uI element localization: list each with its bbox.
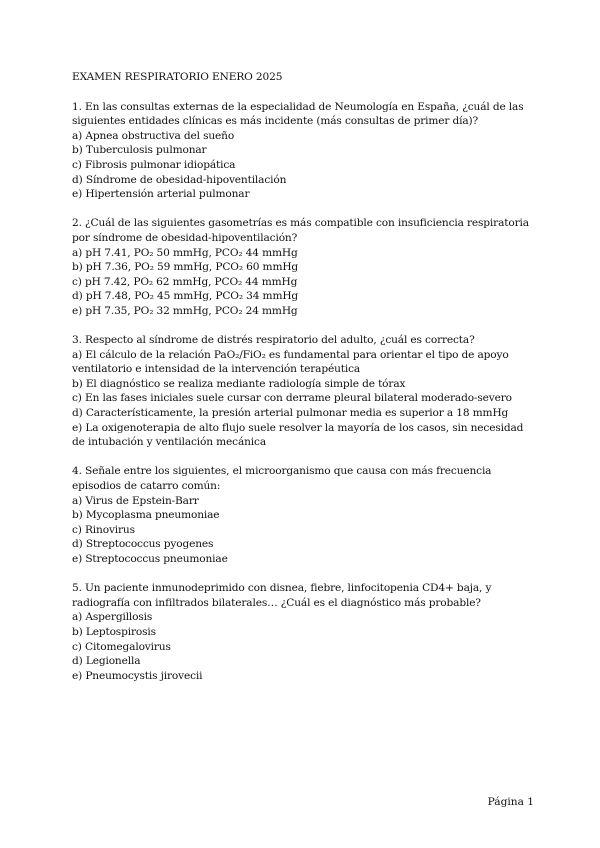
answer-option: a) Virus de Epstein-Barr: [72, 494, 199, 507]
question-stem: 1. En las consultas externas de la especialidad de Neumología en España, ¿cuál de las siguientes entidades clínicas es más incidente (más consultas de primer día)?: [72, 100, 524, 128]
answer-option: c) En las fases iniciales suele cursar con derrame pleural bilateral moderado-severo: [72, 392, 512, 405]
question-5: [72, 581, 532, 683]
exam-page: [72, 70, 532, 698]
answer-option: e) Pneumocystis jirovecii: [72, 669, 203, 682]
answer-option: d) Legionella: [72, 655, 141, 668]
answer-option: b) El diagnóstico se realiza mediante radiología simple de tórax: [72, 377, 406, 390]
answer-option: c) pH 7.42, PO₂ 62 mmHg, PCO₂ 44 mmHg: [72, 275, 298, 288]
answer-option: a) pH 7.41, PO₂ 50 mmHg, PCO₂ 44 mmHg: [72, 246, 298, 259]
answer-option: b) pH 7.36, PO₂ 59 mmHg, PCO₂ 60 mmHg: [72, 261, 299, 274]
question-stem: 5. Un paciente inmunodeprimido con disnea, fiebre, linfocitopenia CD4+ baja, y radiografía con infiltrados bilaterales… ¿Cuál es el diagnóstico más probable?: [72, 582, 492, 609]
question-stem: 2. ¿Cuál de las siguientes gasometrías es más compatible con insuficiencia respiratoria por síndrome de obesidad-hipoventilación?: [72, 217, 529, 244]
answer-option: a) Apnea obstructiva del sueño: [72, 129, 235, 142]
answer-option: b) Mycoplasma pneumoniae: [72, 509, 220, 522]
question-3: [72, 333, 532, 450]
answer-option: a) El cálculo de la relación PaO₂/FiO₂ es fundamental para orientar el tipo de apoyo ventilatorio e intensidad de la intervención terapéutica: [72, 348, 509, 376]
answer-option: b) Tuberculosis pulmonar: [72, 144, 207, 157]
question-2: [72, 216, 532, 318]
answer-option: c) Citomegalovirus: [72, 640, 171, 653]
page-number: Página 1: [487, 796, 534, 808]
answer-option: a) Aspergillosis: [72, 611, 153, 624]
answer-option: e) Hipertensión arterial pulmonar: [72, 188, 250, 201]
answer-option: e) La oxigenoterapia de alto flujo suele resolver la mayoría de los casos, sin necesidad de intubación y ventilación mecánica: [72, 421, 524, 449]
answer-option: c) Rinovirus: [72, 523, 135, 536]
question-1: [72, 100, 532, 202]
answer-option: d) Streptococcus pyogenes: [72, 538, 214, 551]
answer-option: e) pH 7.35, PO₂ 32 mmHg, PCO₂ 24 mmHg: [72, 304, 298, 317]
document-title: EXAMEN RESPIRATORIO ENERO 2025: [72, 71, 283, 83]
answer-option: d) pH 7.48, PO₂ 45 mmHg, PCO₂ 34 mmHg: [72, 290, 299, 303]
answer-option: d) Síndrome de obesidad-hipoventilación: [72, 173, 287, 186]
answer-option: b) Leptospirosis: [72, 625, 156, 638]
answer-option: e) Streptococcus pneumoniae: [72, 553, 228, 565]
answer-option: c) Fibrosis pulmonar idiopática: [72, 158, 236, 171]
question-stem: 4. Señale entre los siguientes, el microorganismo que causa con más frecuencia episodios de catarro común:: [72, 465, 492, 493]
question-stem: 3. Respecto al síndrome de distrés respiratorio del adulto, ¿cuál es correcta?: [72, 334, 475, 347]
question-4: [72, 464, 532, 566]
answer-option: d) Característicamente, la presión arterial pulmonar media es superior a 18 mmHg: [72, 407, 509, 420]
